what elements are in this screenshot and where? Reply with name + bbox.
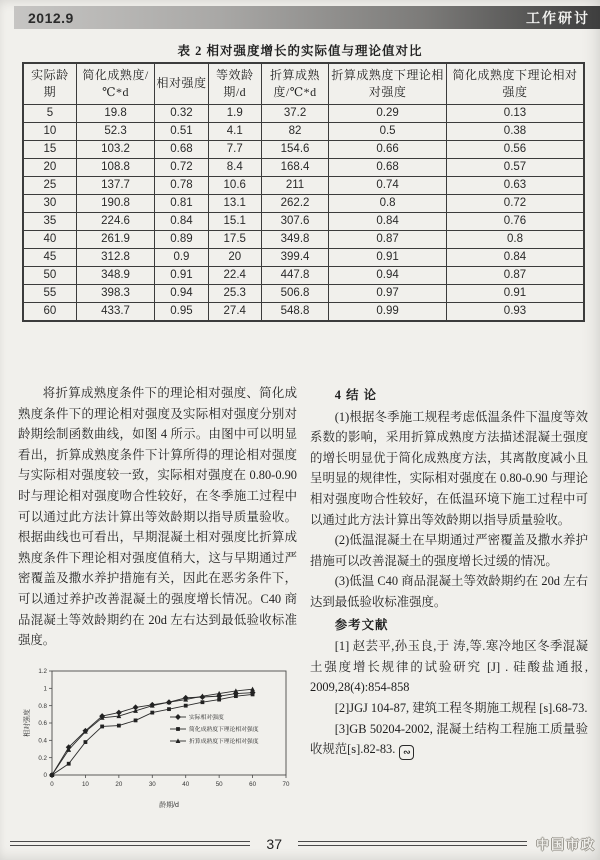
table-cell: 0.68 [329, 158, 447, 176]
svg-text:0.4: 0.4 [38, 737, 47, 745]
svg-text:50: 50 [215, 780, 223, 788]
table-cell: 0.38 [447, 122, 585, 140]
table-cell: 0.91 [447, 284, 585, 302]
table-cell: 4.1 [208, 122, 261, 140]
svg-text:1.2: 1.2 [38, 667, 47, 675]
table-header-row [23, 63, 584, 104]
table-cell: 13.1 [208, 194, 261, 212]
reference-3 [310, 719, 588, 761]
figure-4 [20, 661, 297, 813]
table-cell: 22.4 [208, 266, 261, 284]
table-column-header: 实际龄期 [23, 63, 76, 104]
table-cell: 398.3 [76, 284, 155, 302]
analysis-paragraph: 将折算成熟度条件下的理论相对强度、简化成熟度条件下的理论相对强度及实际相对强度分别对龄期绘制函数曲线，如图 4 所示。由图中可以明显看出，折算成熟度条件下计算所得的理论相对强度与实际相对强度较一致，实际相对强度在 0.80-0.90 时与理论相对强度吻合性较好，在冬季施工过程中可以通过此方法计算出等效龄期以指导质量验收。根据曲线也可看出，早期混凝土相对强度比折算成熟度条件下理论相对强度值稍大，这与早期通过严密覆盖及撒水养护措施有关，因此在恶劣条件下，可以通过养护改善混凝土的强度增长情况。C40 商品混凝土等效龄期约在 20d 左右达到最低验收标准强度。 [18, 386, 297, 648]
table-cell: 0.97 [329, 284, 447, 302]
table-cell: 447.8 [261, 266, 328, 284]
table-column-header: 简化成熟度/℃*d [76, 63, 155, 104]
svg-text:0.6: 0.6 [38, 719, 47, 727]
table-cell: 37.2 [261, 104, 328, 122]
table-cell: 108.8 [76, 158, 155, 176]
table-body [23, 104, 584, 321]
table-cell: 0.74 [329, 176, 447, 194]
table-cell: 0.5 [329, 122, 447, 140]
table-cell: 0.94 [329, 266, 447, 284]
table-cell: 190.8 [76, 194, 155, 212]
svg-text:10: 10 [81, 780, 89, 788]
table-cell: 0.93 [447, 302, 585, 321]
table-cell: 349.8 [261, 230, 328, 248]
table-cell: 0.8 [329, 194, 447, 212]
journal-logo: 中国市政 [535, 837, 596, 852]
table-cell: 0.68 [155, 140, 208, 158]
svg-text:0: 0 [50, 780, 54, 788]
table-cell: 262.2 [261, 194, 328, 212]
table-cell: 55 [23, 284, 76, 302]
table-cell: 0.95 [155, 302, 208, 321]
table-cell: 0.78 [155, 176, 208, 194]
table-cell: 25 [23, 176, 76, 194]
figure-chart [20, 661, 297, 813]
table-cell: 0.87 [329, 230, 447, 248]
table-row [23, 212, 584, 230]
table-column-header: 折算成熟度下理论相对强度 [329, 63, 447, 104]
table-cell: 82 [261, 122, 328, 140]
table-cell: 0.32 [155, 104, 208, 122]
page-number: 37 [266, 835, 282, 852]
table-column-header: 相对强度 [155, 63, 208, 104]
table-column-header: 简化成熟度下理论相对强度 [447, 63, 585, 104]
table-cell: 0.63 [447, 176, 585, 194]
table-cell: 8.4 [208, 158, 261, 176]
table-cell: 25.3 [208, 284, 261, 302]
table-cell: 0.57 [447, 158, 585, 176]
table-cell: 211 [261, 176, 328, 194]
svg-text:0: 0 [43, 771, 47, 779]
table-cell: 0.87 [447, 266, 585, 284]
table-cell: 261.9 [76, 230, 155, 248]
table-cell: 10 [23, 122, 76, 140]
table-cell: 348.9 [76, 266, 155, 284]
article-end-icon: ∾ [399, 745, 414, 760]
table-header [23, 63, 584, 104]
table-cell: 0.13 [447, 104, 585, 122]
table-row [23, 230, 584, 248]
table-cell: 312.8 [76, 248, 155, 266]
table-cell: 20 [23, 158, 76, 176]
table-row [23, 176, 584, 194]
table-cell: 0.66 [329, 140, 447, 158]
table-cell: 0.56 [447, 140, 585, 158]
table-row [23, 104, 584, 122]
conclusion-item-2: (2)低温混凝土在早期通过严密覆盖及撒水养护措施可以改善混凝土的强度增长过缓的情况。 [310, 533, 588, 568]
svg-text:0.8: 0.8 [38, 702, 47, 710]
table-cell: 10.6 [208, 176, 261, 194]
reference-2: [2]JGJ 104-87, 建筑工程冬期施工规程 [s].68-73. [334, 700, 588, 715]
conclusion-item-3: (3)低温 C40 商品混凝土等效龄期约在 20d 左右达到最低验收标准强度。 [310, 574, 588, 609]
table-cell: 0.91 [329, 248, 447, 266]
svg-text:简化成熟度下理论相对强度: 简化成熟度下理论相对强度 [189, 726, 259, 733]
conclusion-item-1: (1)根据冬季施工规程考虑低温条件下温度等效系数的影响，采用折算成熟度方法描述混凝土强度的增长明显优于简化成熟度方法，其离散度减小且呈明显的规律性，实际相对强度在 0.80-0.90 与理论相对强度吻合性较好，在低温环境下施工过程中可以通过此方法计算出等效龄期以指导质量验收。 [310, 409, 588, 527]
reference-1: [1] 赵芸平,孙玉良,于 涛,等.寒冷地区冬季混凝土强度增长规律的试验研究 [J] . 硅酸盐通报, 2009,28(4):854-858 [310, 639, 588, 695]
left-column [18, 383, 297, 813]
table-cell: 154.6 [261, 140, 328, 158]
table-cell: 0.29 [329, 104, 447, 122]
table-row [23, 266, 584, 284]
table-cell: 433.7 [76, 302, 155, 321]
table-cell: 5 [23, 104, 76, 122]
table-row [23, 194, 584, 212]
section-label: 工作研讨 [526, 11, 590, 27]
table-cell: 50 [23, 266, 76, 284]
table-cell: 0.94 [155, 284, 208, 302]
table-row [23, 302, 584, 321]
table-column-header: 折算成熟度/℃*d [261, 63, 328, 104]
article-body [18, 383, 588, 813]
table-row [23, 122, 584, 140]
svg-text:40: 40 [182, 780, 190, 788]
table-cell: 0.84 [447, 248, 585, 266]
table-cell: 52.3 [76, 122, 155, 140]
table-row [23, 284, 584, 302]
table-cell: 1.9 [208, 104, 261, 122]
table-row [23, 248, 584, 266]
table-cell: 0.9 [155, 248, 208, 266]
table-cell: 15 [23, 140, 76, 158]
table-cell: 137.7 [76, 176, 155, 194]
svg-text:20: 20 [115, 780, 123, 788]
table-cell: 0.76 [447, 212, 585, 230]
table-cell: 168.4 [261, 158, 328, 176]
footer-rule-left [10, 841, 250, 846]
table-cell: 20 [208, 248, 261, 266]
table-cell: 0.99 [329, 302, 447, 321]
svg-text:折算成熟度下理论相对强度: 折算成熟度下理论相对强度 [189, 738, 259, 745]
table-cell: 0.51 [155, 122, 208, 140]
table-row [23, 158, 584, 176]
table-cell: 399.4 [261, 248, 328, 266]
table-cell: 0.8 [447, 230, 585, 248]
table-cell: 224.6 [76, 212, 155, 230]
table-cell: 60 [23, 302, 76, 321]
page-header-bar [14, 6, 600, 29]
table-cell: 0.91 [155, 266, 208, 284]
table-cell: 15.1 [208, 212, 261, 230]
issue-label: 2012.9 [28, 9, 74, 26]
table-cell: 19.8 [76, 104, 155, 122]
table-cell: 27.4 [208, 302, 261, 321]
right-column [310, 383, 588, 813]
table-cell: 103.2 [76, 140, 155, 158]
reference-3-text: [3]GB 50204-2002, 混凝土结构工程施工质量验收规范[s].82-83. [310, 721, 588, 757]
table-column-header: 等效龄期/d [208, 63, 261, 104]
svg-text:0.2: 0.2 [38, 754, 47, 762]
table-cell: 307.6 [261, 212, 328, 230]
table-cell: 30 [23, 194, 76, 212]
maturity-strength-table [22, 62, 585, 322]
svg-text:1: 1 [43, 685, 47, 693]
table-cell: 0.84 [329, 212, 447, 230]
table-cell: 0.89 [155, 230, 208, 248]
svg-text:60: 60 [249, 780, 257, 788]
table-cell: 45 [23, 248, 76, 266]
svg-text:70: 70 [282, 780, 290, 788]
table-row [23, 140, 584, 158]
references-heading: 参考文献 [334, 617, 389, 632]
table-cell: 35 [23, 212, 76, 230]
svg-text:30: 30 [148, 780, 156, 788]
conclusion-heading: 4 结 论 [334, 388, 377, 402]
table-cell: 17.5 [208, 230, 261, 248]
table-cell: 40 [23, 230, 76, 248]
svg-text:相对强度: 相对强度 [24, 708, 31, 737]
table-cell: 7.7 [208, 140, 261, 158]
table-cell: 0.81 [155, 194, 208, 212]
table-cell: 506.8 [261, 284, 328, 302]
svg-text:龄期/d: 龄期/d [159, 801, 179, 809]
table-cell: 548.8 [261, 302, 328, 321]
table-title: 表 2 相对强度增长的实际值与理论值对比 [177, 44, 423, 58]
table-cell: 0.84 [155, 212, 208, 230]
table-cell: 0.72 [155, 158, 208, 176]
footer-rule-right [298, 841, 527, 846]
svg-text:实际相对强度: 实际相对强度 [189, 714, 224, 721]
page-footer [10, 834, 596, 853]
table-cell: 0.72 [447, 194, 585, 212]
